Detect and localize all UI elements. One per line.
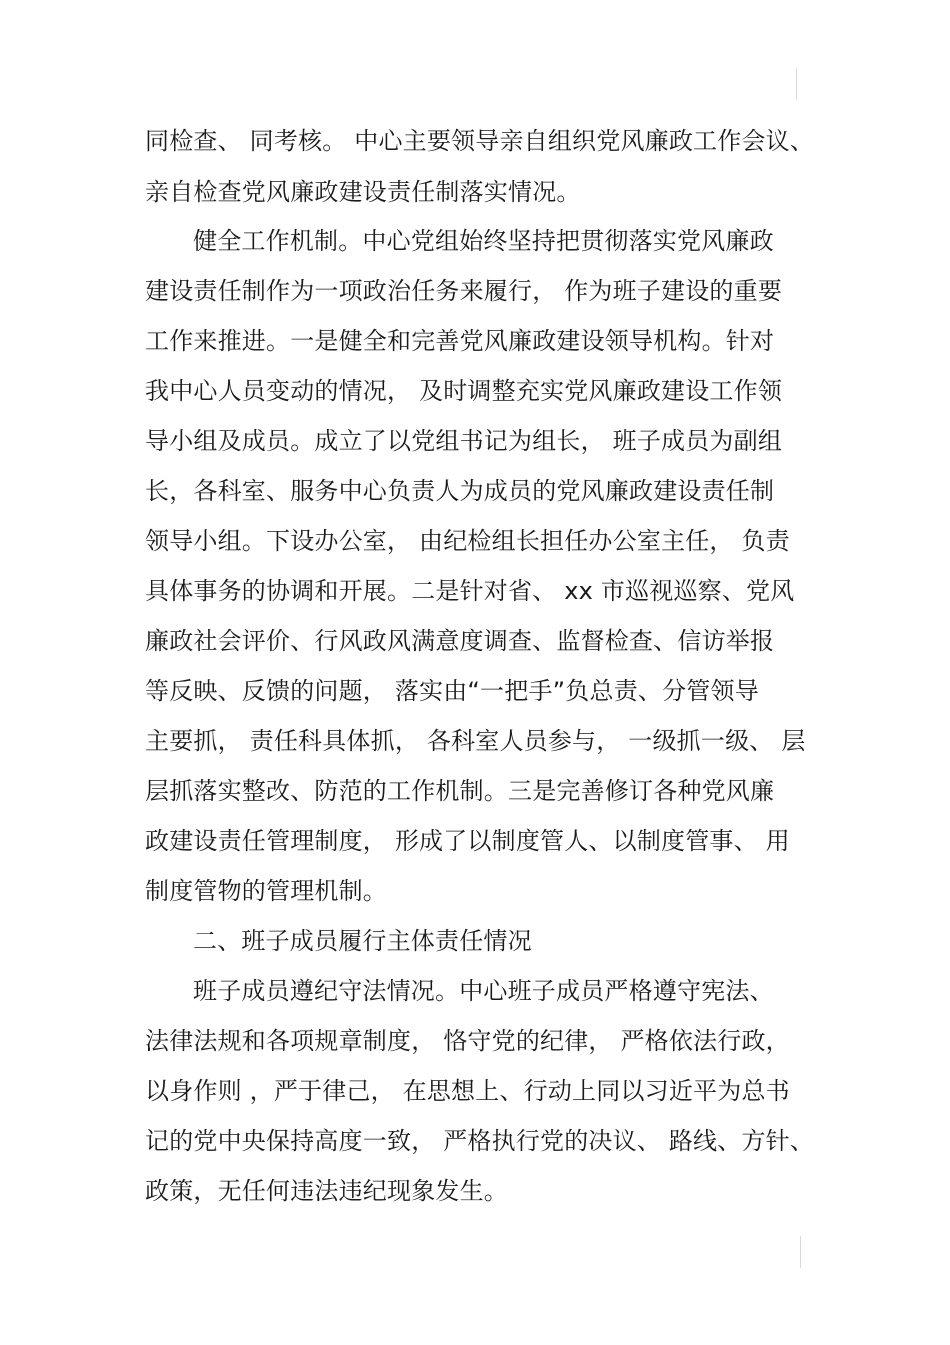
text-line-14: 层抓落实整改、防范的工作机制。三是完善修订各种党风廉 bbox=[145, 777, 775, 805]
text-line-5: 工作来推进。一是健全和完善党风廉政建设领导机构。针对 bbox=[145, 327, 775, 355]
top-right-margin-mark bbox=[796, 68, 797, 100]
text-line-7: 导小组及成员。成立了以党组书记为组长， 班子成员为副组 bbox=[145, 427, 783, 455]
text-line-9: 领导小组。下设办公室， 由纪检组长担任办公室主任， 负责 bbox=[145, 527, 790, 555]
text-line-2: 亲自检查党风廉政建设责任制落实情况。 bbox=[145, 178, 581, 206]
text-line-13: 主要抓， 责任科具体抓， 各科室人员参与， 一级抓一级、 层 bbox=[145, 727, 806, 755]
paragraph-heading-work-mechanism: 健全工作机制。中心党组始终坚持把贯彻落实党风廉政 bbox=[193, 227, 774, 255]
text-line-20: 以身作则 ，严于律己， 在思想上、行动上同以习近平为总书 bbox=[145, 1077, 790, 1105]
text-line-16: 制度管物的管理机制。 bbox=[145, 877, 387, 905]
text-line-22: 政策，无任何违法违纪现象发生。 bbox=[145, 1177, 508, 1205]
text-line-4: 建设责任制作为一项政治任务来履行， 作为班子建设的重要 bbox=[145, 277, 783, 305]
text-line-21: 记的党中央保持高度一致， 严格执行党的决议、 路线、方针、 bbox=[145, 1127, 815, 1155]
text-line-6: 我中心人员变动的情况， 及时调整充实党风廉政建设工作领 bbox=[145, 377, 783, 405]
section-heading-2: 二、班子成员履行主体责任情况 bbox=[193, 927, 532, 955]
paragraph-heading-law-compliance: 班子成员遵纪守法情况。中心班子成员严格遵守宪法、 bbox=[193, 977, 774, 1005]
text-line-12: 等反映、反馈的问题， 落实由“一把手”负总责、分管领导 bbox=[145, 677, 759, 705]
text-line-11: 廉政社会评价、行风政风满意度调查、监督检查、信访举报 bbox=[145, 627, 775, 655]
text-line-15: 政建设责任管理制度， 形成了以制度管人、以制度管事、 用 bbox=[145, 827, 790, 855]
text-line-19: 法律法规和各项规章制度， 恪守党的纪律， 严格依法行政， bbox=[145, 1027, 790, 1055]
bottom-right-margin-mark bbox=[800, 1236, 801, 1268]
text-line-10: 具体事务的协调和开展。二是针对省、 xx 市巡视巡察、党风 bbox=[145, 577, 795, 605]
text-line-1: 同检查、 同考核。 中心主要领导亲自组织党风廉政工作会议、 bbox=[145, 127, 815, 155]
text-line-8: 长，各科室、服务中心负责人为成员的党风廉政建设责任制 bbox=[145, 477, 775, 505]
